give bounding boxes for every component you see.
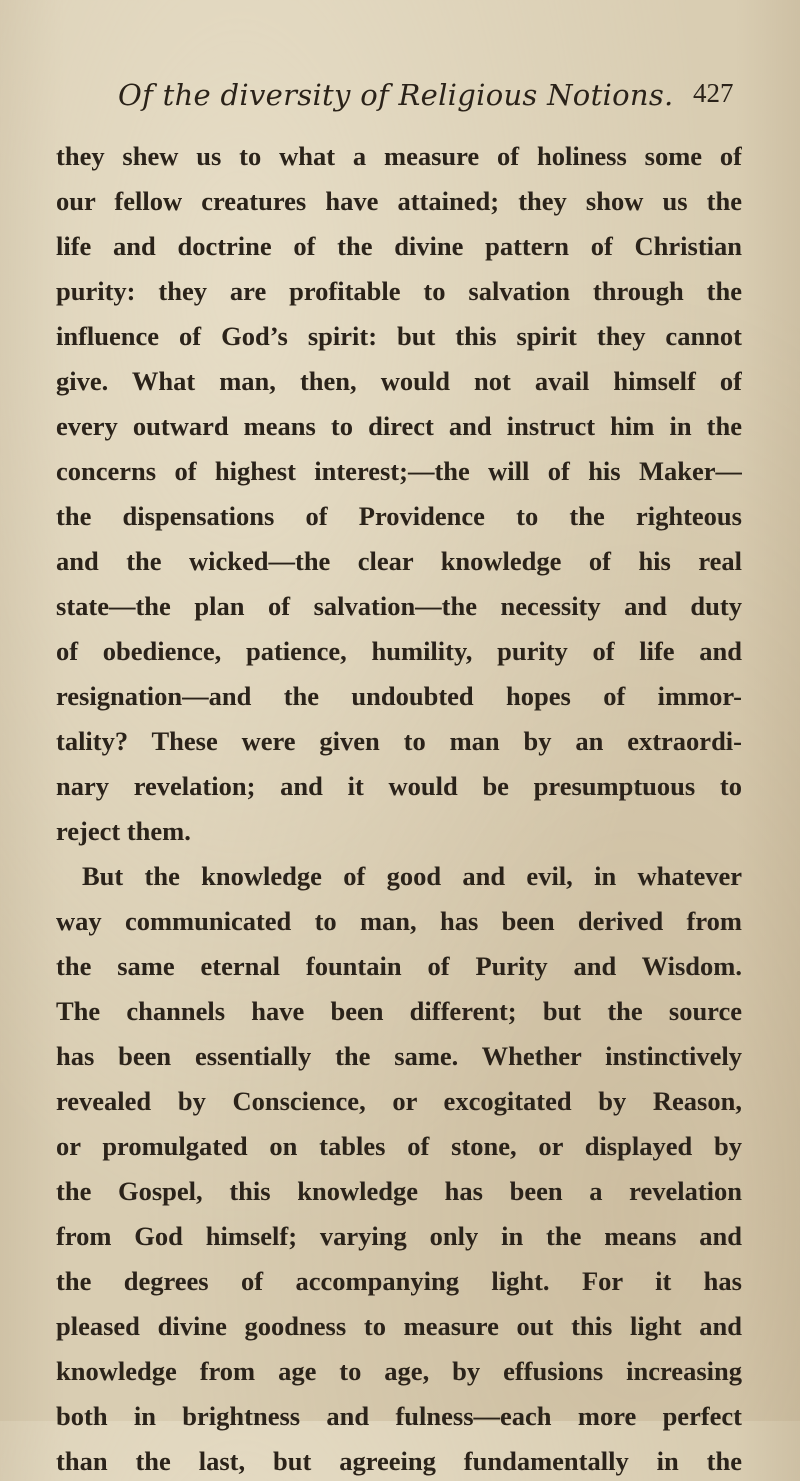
text-line: the degrees of accompanying light. For it has [56,1266,742,1296]
text-line: of obedience, patience, humility, purity of life and [56,636,742,666]
text-line: and the wicked—the clear knowledge of his real [56,546,742,576]
text-line: state—the plan of salvation—the necessity and duty [56,591,742,621]
text-line: resignation—and the undoubted hopes of immor- [56,681,742,711]
text-line: influence of God’s spirit: but this spirit they cannot [56,321,742,351]
text-line: give. What man, then, would not avail himself of [56,366,742,396]
text-line: every outward means to direct and instruct him in the [56,411,742,441]
text-line: our fellow creatures have attained; they show us the [56,186,742,216]
running-head [0,78,800,122]
page-number: 427 [693,78,734,108]
text-line: reject them. [56,816,191,846]
text-line: they shew us to what a measure of holiness some of [56,141,742,171]
text-line: revealed by Conscience, or excogitated by Reason, [56,1086,742,1116]
text-line: from God himself; varying only in the means and [56,1221,742,1251]
text-line: than the last, but agreeing fundamentally in the [56,1446,742,1476]
text-line: knowledge from age to age, by effusions increasing [56,1356,742,1386]
text-line: the same eternal fountain of Purity and Wisdom. [56,951,742,981]
text-line: both in brightness and fulness—each more perfect [56,1401,742,1431]
text-line: has been essentially the same. Whether instinctively [56,1041,742,1071]
text-line: concerns of highest interest;—the will of his Maker— [56,456,742,486]
text-line: purity: they are profitable to salvation through the [56,276,742,306]
text-line: nary revelation; and it would be presumptuous to [56,771,742,801]
text-line: or promulgated on tables of stone, or displayed by [56,1131,742,1161]
text-line: way communicated to man, has been derived from [56,906,742,936]
text-line: But the knowledge of good and evil, in whatever [82,861,742,891]
text-line: the dispensations of Providence to the righteous [56,501,742,531]
running-head-title: Of the diversity of Religious Notions. [118,78,674,112]
text-line: tality? These were given to man by an extraordi- [56,726,742,756]
text-line: life and doctrine of the divine pattern of Christian [56,231,742,261]
text-line: the Gospel, this knowledge has been a revelation [56,1176,742,1206]
text-line: pleased divine goodness to measure out this light and [56,1311,742,1341]
text-line: The channels have been different; but the source [56,996,742,1026]
